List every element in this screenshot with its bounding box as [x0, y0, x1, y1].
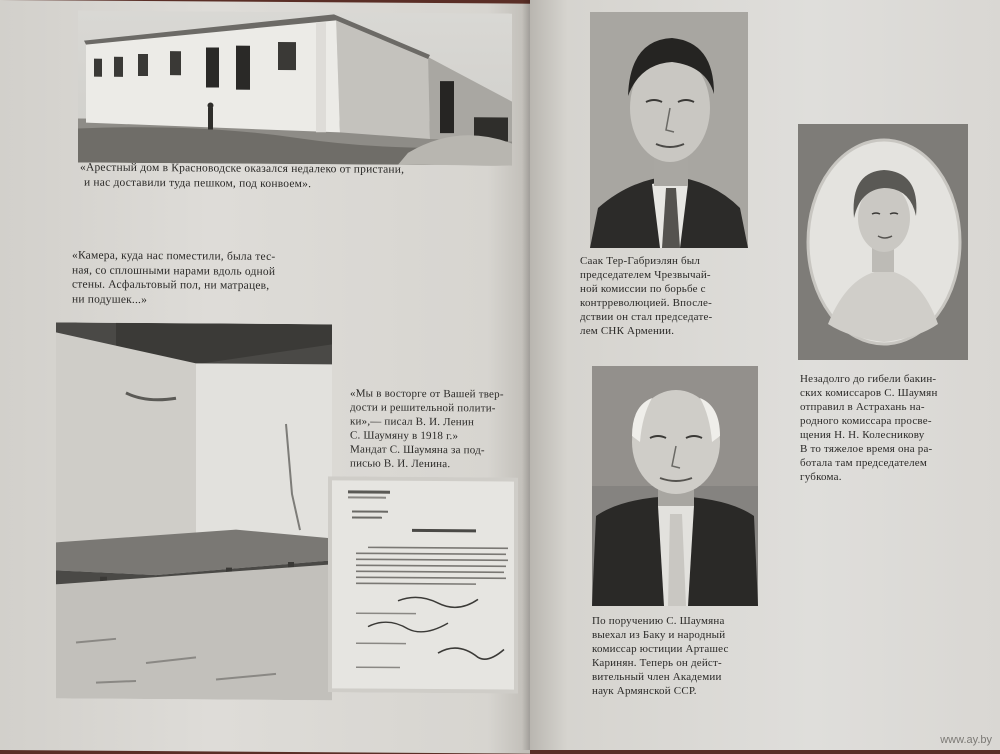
caption-karinyan [592, 614, 792, 698]
caption-line: Каринян. Теперь он дейст- [592, 657, 722, 669]
caption-line: родного комиссара просве- [800, 415, 932, 427]
caption-line: щения Н. Н. Колесникову [800, 429, 925, 441]
caption-line: комиссар юстиции Арташес [592, 643, 729, 655]
caption-line: губкома. [800, 471, 842, 483]
caption-line: вительный член Академии [592, 671, 722, 683]
caption-line: В то тяжелое время она ра- [800, 443, 933, 455]
caption-line: С. Шаумяну в 1918 г.» [350, 429, 459, 443]
caption-line: ки»,— писал В. И. Ленин [350, 415, 475, 429]
caption-line: выехал из Баку и народный [592, 629, 726, 641]
caption-line: наук Армянской ССР. [592, 685, 697, 697]
prison-building-photo [78, 11, 512, 166]
caption-line: «Арестный дом в Красноводске оказался недалеко от пристани, [80, 161, 405, 176]
caption-line: «Камера, куда нас поместили, была тес- [72, 249, 276, 263]
caption-line: По поручению С. Шаумяна [592, 615, 725, 627]
watermark: www.ay.by [940, 734, 992, 746]
caption-line: ских комиссаров С. Шаумян [800, 387, 938, 399]
caption-line: отправил в Астрахань на- [800, 401, 925, 413]
caption-ter-gabrielyan [580, 254, 770, 338]
caption-prison-house [80, 161, 520, 193]
caption-line: Мандат С. Шаумяна за под- [350, 443, 485, 457]
caption-line: дости и решительной полити- [350, 401, 496, 415]
caption-lenin-mandate [350, 386, 520, 471]
caption-line: ная, со сплошными нарами вдоль одной [72, 264, 276, 278]
prison-cell-photo [56, 322, 332, 700]
caption-line: председателем Чрезвычай- [580, 269, 711, 281]
caption-line: и нас доставили туда пешком, под конвоем». [84, 176, 312, 190]
caption-line: контрреволюцией. Впосле- [580, 297, 712, 309]
mandate-document-photo [328, 476, 518, 693]
caption-line: писью В. И. Ленина. [350, 457, 451, 471]
caption-line: дствии он стал председате- [580, 311, 713, 323]
caption-line: Саак Тер-Габриэлян был [580, 255, 701, 267]
caption-line: лем СНК Армении. [580, 325, 675, 337]
caption-kolesnikova [800, 372, 996, 484]
caption-line: ной комиссии по борьбе с [580, 283, 706, 295]
right-page [530, 0, 1000, 750]
caption-prison-cell [72, 249, 372, 309]
caption-line: Незадолго до гибели бакин- [800, 373, 937, 385]
caption-line: ни подушек...» [72, 293, 148, 306]
portrait-kolesnikova [798, 124, 968, 360]
portrait-karinyan [592, 366, 758, 606]
caption-line: стены. Асфальтовый пол, ни матрацев, [72, 278, 270, 292]
caption-line: ботала там председателем [800, 457, 928, 469]
portrait-ter-gabrielyan [590, 12, 748, 248]
caption-line: «Мы в восторге от Вашей твер- [350, 387, 504, 401]
